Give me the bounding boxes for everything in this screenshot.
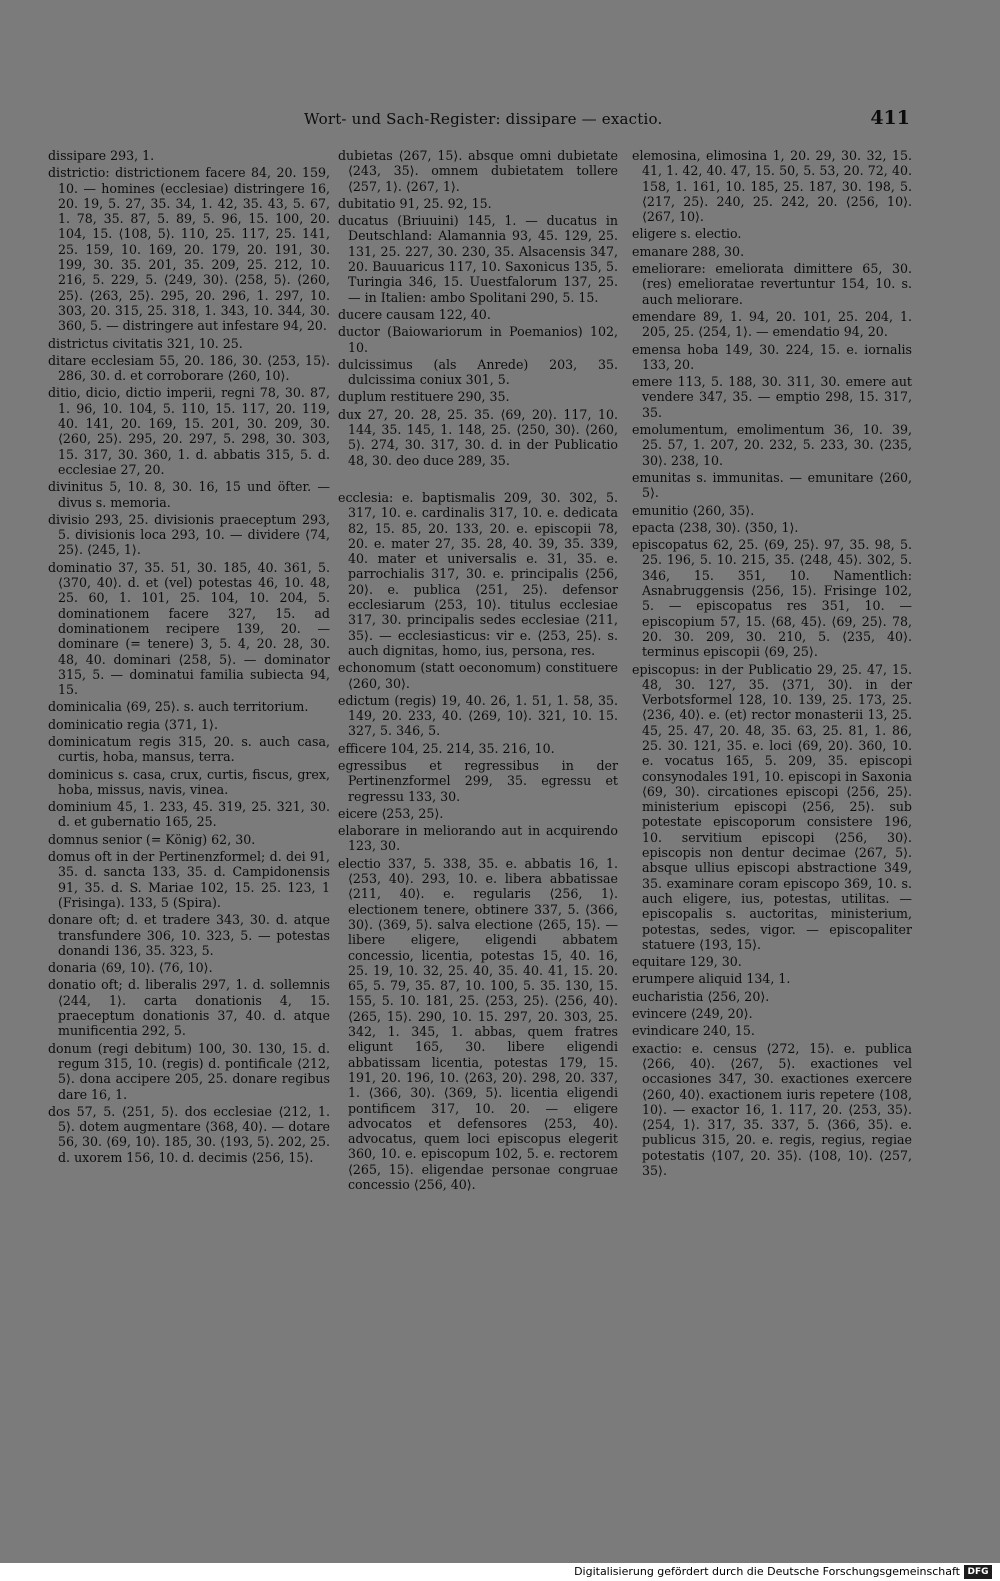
index-entry: ecclesia: e. baptismalis 209, 30. 302, 5. 317, 10. e. cardinalis 317, 10. e. dedicata 82, 15. 85, 20. 133, 20. e. episcopii 78, 20. e. mater 27, 35. 28, 40. 39, 35. 339, 40. mater et universalis e. 31, 35. e. parrochialis 317, 30. e. principalis ⟨256, 20⟩. e. publica ⟨251, 25⟩. defensor ecclesiarum ⟨253, 10⟩. titulus ecclesiae 317, 30. principalis sedes ecclesiae ⟨211, 35⟩. — ecclesiasticus: vir e. ⟨253, 25⟩. s. auch dignitas, homo, ius, persona, res.: [338, 489, 618, 658]
index-entry: emere 113, 5. 188, 30. 311, 30. emere aut vendere 347, 35. — emptio 298, 15. 317, 35.: [632, 374, 912, 420]
dfg-logo: DFG: [964, 1565, 992, 1579]
index-entry: elemosina, elimosina 1, 20. 29, 30. 32, 15. 41, 1. 42, 40. 47, 15. 50, 5. 53, 20. 72, 40. 158, 1. 161, 10. 185, 25. 187, 30. 198, 5. ⟨217, 25⟩. 240, 25. 242, 20. ⟨256, 10⟩. ⟨267, 10⟩.: [632, 148, 912, 225]
section-gap: [338, 470, 618, 490]
index-column-1: [48, 148, 330, 1167]
index-entry: episcopatus 62, 25. ⟨69, 25⟩. 97, 35. 98, 5. 25. 196, 5. 10. 215, 35. ⟨248, 45⟩. 302, 5. 346, 15. 351, 10. Namentlich: Asnabruggensis ⟨256, 15⟩. Frisinge 102, 5. — episcopatus res 351, 10. — episcopium 57, 15. ⟨68, 45⟩. ⟨69, 25⟩. 78, 20. 30. 209, 30. 210, 5. ⟨235, 40⟩. terminus episcopii ⟨69, 25⟩.: [632, 537, 912, 660]
index-entry: dux 27, 20. 28, 25. 35. ⟨69, 20⟩. 117, 10. 144, 35. 145, 1. 148, 25. ⟨250, 30⟩. ⟨260, 5⟩. 274, 30. 317, 30. d. in der Publicatio 48, 30. deo duce 289, 35.: [338, 406, 618, 468]
index-entry: dominium 45, 1. 233, 45. 319, 25. 321, 30. d. et gubernatio 165, 25.: [48, 799, 330, 830]
index-entry: domnus senior (= König) 62, 30.: [48, 831, 256, 847]
index-column-2: [338, 148, 618, 1194]
index-entry: echonomum (statt oeconomum) constituere ⟨260, 30⟩.: [338, 660, 618, 691]
index-entry: equitare 129, 30.: [632, 954, 742, 970]
index-entry: dos 57, 5. ⟨251, 5⟩. dos ecclesiae ⟨212, 1. 5⟩. dotem augmentare ⟨368, 40⟩. — dotare 56, 30. ⟨69, 10⟩. 185, 30. ⟨193, 5⟩. 202, 25. d. uxorem 156, 10. d. decimis ⟨256, 15⟩.: [48, 1103, 330, 1165]
index-entry: divisio 293, 25. divisionis praeceptum 293, 5. divisionis loca 293, 10. — dividere ⟨74, 25⟩. ⟨245, 1⟩.: [48, 511, 330, 558]
index-entry: episcopus: in der Publicatio 29, 25. 47, 15. 48, 30. 127, 35. ⟨371, 30⟩. in der Verbotsformel 128, 10. 139, 25. 173, 25. ⟨236, 40⟩. e. (et) rector monasterii 13, 25. 45, 25. 47, 20. 48, 35. 63, 25. 81, 1. 86, 25. 30. 121, 35. e. loci ⟨69, 20⟩. 360, 10. e. vocatus 165, 5. 209, 35. episcopi consynodales 191, 10. episcopi in Saxonia ⟨69, 30⟩. circationes episcopi ⟨256, 25⟩. ministerium episcopi ⟨256, 25⟩. sub potestate episcoporum consistere 196, 10. servitium episcopi ⟨256, 30⟩. episcopis non dentur decimae ⟨267, 5⟩. absque ullius episcopi abstractione 349, 35. examinare coram episcopo 369, 10. s. auch eligere, ius, potestas, utilitas. — episcopalis s. auctoritas, ministerium, potestas, sedes, vigor. — episcopaliter statuere ⟨193, 15⟩.: [632, 661, 912, 952]
index-entry: emunitio ⟨260, 35⟩.: [632, 502, 755, 518]
index-entry: donare oft; d. et tradere 343, 30. d. atque transfundere 306, 10. 323, 5. — potestas donandi 136, 35. 323, 5.: [48, 912, 330, 958]
index-entry: edictum (regis) 19, 40. 26, 1. 51, 1. 58, 35. 149, 20. 233, 40. ⟨269, 10⟩. 321, 10. 15. 327, 5. 346, 5.: [338, 692, 618, 739]
index-entry: dominicalia ⟨69, 25⟩. s. auch territorium.: [48, 699, 309, 715]
index-entry: donatio oft; d. liberalis 297, 1. d. sollemnis ⟨244, 1⟩. carta donationis 4, 15. praeceptum donationis 37, 40. d. atque munificentia 292, 5.: [48, 977, 330, 1039]
index-entry: electio 337, 5. 338, 35. e. abbatis 16, 1. ⟨253, 40⟩. 293, 10. e. libera abbatissae ⟨211, 40⟩. e. regularis ⟨256, 1⟩. electionem tenere, obtinere 337, 5. ⟨366, 30⟩. ⟨369, 5⟩. salva electione ⟨265, 15⟩. — libere eligere, eligendi abbatem concessio, licentia, potestas 15, 40. 16, 25. 19, 10. 32, 25. 40, 35. 40. 41, 15. 20. 65, 5. 79, 35. 87, 10. 100, 5. 35. 130, 15. 155, 5. 10. 181, 25. ⟨253, 25⟩. ⟨256, 40⟩. ⟨265, 15⟩. 290, 10. 15. 297, 20. 303, 25. 342, 1. 345, 1. abbas, quem fratres eligunt 165, 30. libere eligendi abbatissam licentia, potestas 179, 15. 191, 20. 196, 10. ⟨263, 20⟩. 298, 20. 337, 1. ⟨366, 30⟩. ⟨369, 5⟩. licentia eligendi pontificem 317, 10. 20. — eligere advocatos et defensores ⟨253, 40⟩. advocatus, quem loci episcopus elegerit 360, 10. e. episcopum 102, 5. e. rectorem ⟨265, 15⟩. eligendae personae congruae concessio ⟨256, 40⟩.: [338, 855, 618, 1192]
index-entry: ductor (Baiowariorum in Poemanios) 102, 10.: [338, 324, 618, 355]
page-header: [290, 107, 910, 134]
index-entry: eicere ⟨253, 25⟩.: [338, 805, 444, 821]
index-column-3: [632, 148, 912, 1180]
index-entry: dubietas ⟨267, 15⟩. absque omni dubietate ⟨243, 35⟩. omnem dubietatem tollere ⟨257, 1⟩. ⟨267, 1⟩.: [338, 148, 618, 194]
index-entry: emolumentum, emolimentum 36, 10. 39, 25. 57, 1. 207, 20. 232, 5. 233, 30. ⟨235, 30⟩. 238, 10.: [632, 422, 912, 468]
index-entry: donaria ⟨69, 10⟩. ⟨76, 10⟩.: [48, 960, 213, 976]
index-entry: dominicatio regia ⟨371, 1⟩.: [48, 716, 218, 732]
page-number: 411: [870, 107, 910, 129]
digitization-footer: [0, 1563, 1000, 1581]
index-entry: ditare ecclesiam 55, 20. 186, 30. ⟨253, 15⟩. 286, 30. d. et corroborare ⟨260, 10⟩.: [48, 352, 330, 384]
index-entry: districtus civitatis 321, 10. 25.: [48, 335, 243, 351]
index-entry: emeliorare: emeliorata dimittere 65, 30. (res) emelioratae revertuntur 154, 10. s. auch meliorare.: [632, 261, 912, 307]
index-entry: evindicare 240, 15.: [632, 1023, 755, 1039]
index-entry: dominicatum regis 315, 20. s. auch casa, curtis, hoba, mansus, terra.: [48, 733, 330, 765]
index-entry: eucharistia ⟨256, 20⟩.: [632, 988, 770, 1004]
index-entry: dulcissimus (als Anrede) 203, 35. dulcissima coniux 301, 5.: [338, 356, 618, 388]
index-entry: exactio: e. census ⟨272, 15⟩. e. publica ⟨266, 40⟩. ⟨267, 5⟩. exactiones vel occasiones 347, 30. exactiones exercere ⟨260, 40⟩. exactionem iuris repetere ⟨108, 10⟩. — exactor 16, 1. 117, 20. ⟨253, 35⟩. ⟨254, 1⟩. 317, 35. 337, 5. ⟨366, 35⟩. e. publicus 315, 20. e. regis, regius, regiae potestatis ⟨107, 20. 35⟩. ⟨108, 10⟩. ⟨257, 35⟩.: [632, 1040, 912, 1178]
index-entry: dissipare 293, 1.: [48, 148, 155, 163]
index-entry: dominicus s. casa, crux, curtis, fiscus, grex, hoba, missus, navis, vinea.: [48, 766, 330, 797]
index-entry: elaborare in meliorando aut in acquirendo 123, 30.: [338, 823, 618, 854]
index-entry: dubitatio 91, 25. 92, 15.: [338, 195, 492, 211]
index-entry: ducatus (Briuuini) 145, 1. — ducatus in Deutschland: Alamannia 93, 45. 129, 25. 131, 25. 227, 30. 230, 35. Alsacensis 347, 20. Bauuaricus 117, 10. Saxonicus 135, 5. Turingia 346, 15. Uuestfalorum 137, 25. — in Italien: ambo Spolitani 290, 5. 15.: [338, 213, 618, 305]
index-entry: ditio, dicio, dictio imperii, regni 78, 30. 87, 1. 96, 10. 104, 5. 110, 15. 117, 20. 119, 40. 141, 20. 169, 15. 201, 30. 209, 30. ⟨260, 25⟩. 295, 20. 297, 5. 298, 30. 303, 15. 317, 30. 360, 1. d. abbatis 315, 5. d. ecclesiae 27, 20.: [48, 385, 330, 477]
index-entry: emunitas s. immunitas. — emunitare ⟨260, 5⟩.: [632, 469, 912, 501]
index-entry: dominatio 37, 35. 51, 30. 185, 40. 361, 5. ⟨370, 40⟩. d. et (vel) potestas 46, 10. 48, 25. 60, 1. 101, 25. 104, 10. 204, 5. dominationem facere 327, 15. ad dominationem recipere 139, 20. — dominare (= tenere) 3, 5. 4, 20. 28, 30. 48, 40. dominari ⟨258, 5⟩. — dominator 315, 5. — dominatui familia subiecta 94, 15.: [48, 559, 330, 698]
index-entry: duplum restituere 290, 35.: [338, 389, 510, 405]
index-entry: ducere causam 122, 40.: [338, 306, 491, 322]
funding-note: Digitalisierung gefördert durch die Deutsche Forschungsgemeinschaft: [574, 1565, 960, 1578]
index-entry: efficere 104, 25. 214, 35. 216, 10.: [338, 740, 555, 756]
index-entry: domus oft in der Pertinenzformel; d. dei 91, 35. d. sancta 133, 35. d. Campidonensis 91, 35. d. S. Mariae 102, 15. 25. 123, 1 (Frisinga). 133, 5 (Spira).: [48, 849, 330, 910]
index-entry: erumpere aliquid 134, 1.: [632, 971, 791, 987]
index-entry: emensa hoba 149, 30. 224, 15. e. iornalis 133, 20.: [632, 341, 912, 372]
index-entry: egressibus et regressibus in der Pertinenzformel 299, 35. egressu et regressu 133, 30.: [338, 757, 618, 804]
running-title: Wort- und Sach-Register: dissipare — exactio.: [304, 110, 663, 128]
index-entry: divinitus 5, 10. 8, 30. 16, 15 und öfter. — divus s. memoria.: [48, 479, 330, 510]
index-entry: eligere s. electio.: [632, 226, 742, 242]
index-entry: emanare 288, 30.: [632, 243, 745, 259]
index-entry: epacta ⟨238, 30⟩. ⟨350, 1⟩.: [632, 519, 799, 535]
index-entry: emendare 89, 1. 94, 20. 101, 25. 204, 1. 205, 25. ⟨254, 1⟩. — emendatio 94, 20.: [632, 308, 912, 340]
index-entry: districtio: districtionem facere 84, 20. 159, 10. — homines (ecclesiae) distringere 16, 20. 19, 5. 27, 35. 34, 1. 42, 35. 43, 5. 67, 1. 78, 35. 87, 5. 89, 5. 96, 15. 100, 20. 104, 15. ⟨108, 5⟩. 110, 25. 117, 25. 141, 25. 159, 10. 169, 20. 179, 20. 191, 30. 199, 30. 35. 201, 35. 209, 25. 212, 10. 216, 5. 229, 5. ⟨249, 30⟩. ⟨258, 5⟩. ⟨260, 25⟩. ⟨263, 25⟩. 295, 20. 296, 1. 297, 10. 303, 20. 315, 25. 318, 1. 343, 10. 344, 30. 360, 5. — distringere aut infestare 94, 20.: [48, 165, 330, 334]
index-entry: evincere ⟨249, 20⟩.: [632, 1006, 753, 1022]
index-entry: donum (regi debitum) 100, 30. 130, 15. d. regum 315, 10. (regis) d. pontificale ⟨212, 5⟩. dona accipere 205, 25. donare regibus dare 16, 1.: [48, 1040, 330, 1102]
